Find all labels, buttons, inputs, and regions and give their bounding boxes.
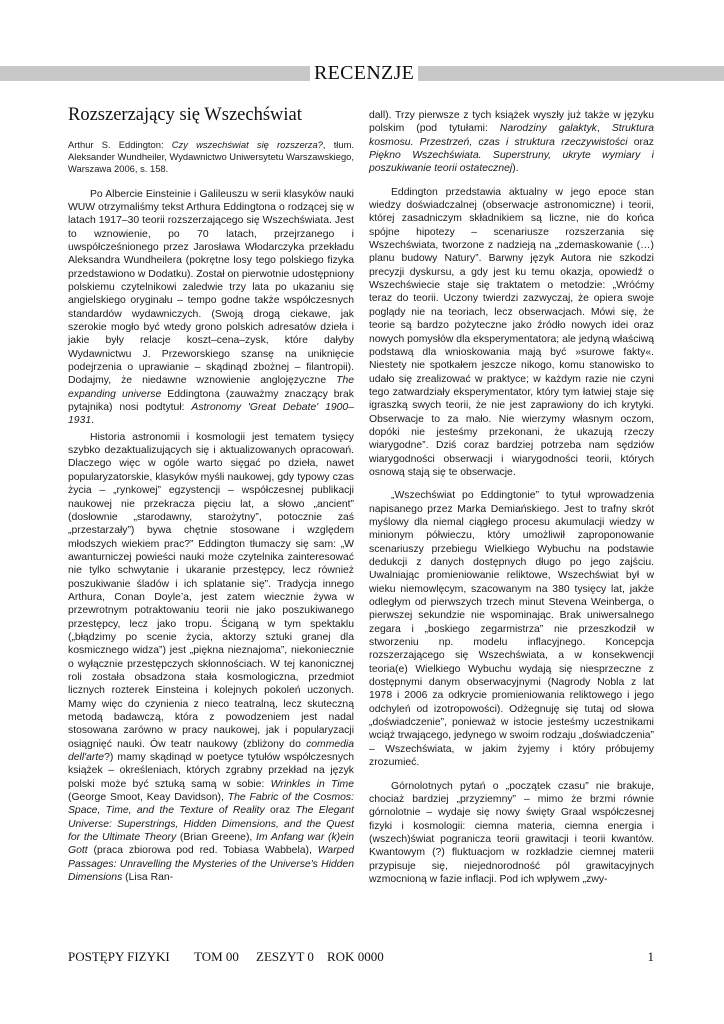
year: ROK 0000 (327, 949, 384, 964)
issue-number: ZESZYT 0 (256, 949, 314, 964)
citation-author: Arthur S. Eddington: (68, 139, 172, 150)
left-column (68, 104, 354, 884)
section-label: RECENZJE (310, 60, 418, 86)
paragraph: „Wszechświat po Eddingtonie” to tytuł wprowadzenia napisanego przez Marka Demiańskiego. Jest to trafny skrót myślowy dla niemal ciągłego procesu akumulacji wiedzy w minionym półwieczu, który umożliwił zaproponowanie scenariuszy przebiegu Wielkiego Wybuchu na podstawie dedukcji z danych dostępnych długo po jego zajściu. Uwalniając promieniowanie reliktowe, Wszechświat był w wieku niemowlęcym, szacowanym na 380 tysięcy lat, jakże odległym od pierwszych trzech minut Stevena Weinberga, o pierwszej sekundzie nie wspominając. Brak uniwersalnego zegara i „boskiego zegarmistrza” nie przeszkodził w stworzeniu np. modelu inflacyjnego. Koncepcja rozszerzającego się Wszechświata, a w konsekwencji teoria(e) Wielkiego Wybuchu wydają się niesprzeczne z dostępnymi danym obserwacyjnymi (Nagrody Nobla z lat 1978 i 2006 za odkrycie promieniowania reliktowego i jego odchyleń od izotropowości). Odżegnuję się tutaj od słowa „doświadczenie”, ponieważ w istocie jesteśmy uczestnikami wciąż trwającego, jedynego w swoim rodzaju „doświadczenia” – Wszechświata, w jakim żyjemy i który próbujemy zrozumieć. (369, 490, 654, 769)
citation-book-title: Czy wszechświat się rozszerza? (171, 139, 323, 150)
page-number: 1 (647, 949, 654, 964)
paragraph: Po Albercie Einsteinie i Galileuszu w serii klasyków nauki WUW otrzymaliśmy tekst Arthura Eddingtona o rodzącej się w latach 1917–30 teorii rozszerzającego się Wszechświata. Jest to wznowienie, po 70 latach, przejrzanego i uwspółcześnionego przez Jarosława Włodarczyka przekładu Aleksandra Wundheilera (pokrętne losy tego polskiego fizyka przedstawiono w Dodatku). Został on pierwotnie udostępniony polskiemu czytelnikowi zaledwie trzy lata po ukazaniu się angielskiego oryginału – tempo godne także współczesnych standardów wydawniczych. (Swoją drogą ciekawe, jak szerokie mogło być wtedy grono polskich adresatów dzieła i jakie były relacje koszt–cena–zysk, które dałyby Wydawnictwu J. Przeworskiego szansę na uniknięcie podejrzenia o uprawianie – skądinąd zbożnej – filantropii). Dodajmy, że niedawne wznowienie anglojęzyczne The expanding universe Eddingtona (zauważmy znaczący brak pytajnika) nosi podtytuł: Astronomy 'Great Debate' 1900–1931. (68, 188, 354, 427)
citation-details: , tłum. Aleksander Wundheiler, Wydawnictwo Uniwersytetu Warszawskiego, Warszawa 2006, s. 158. (68, 139, 355, 175)
article-title: Rozszerzający się Wszechświat (68, 105, 302, 125)
paragraph: dall). Trzy pierwsze z tych książek wyszły już także w języku polskim (pod tytułami: Narodziny galaktyk, Struktura kosmosu. Przestrzeń, czas i struktura rzeczywistości oraz Piękno Wszechświata. Superstruny, ukryte wymiary i poszukiwanie teorii ostatecznej). (369, 110, 654, 175)
paragraph: Górnolotnych pytań o „początek czasu” nie brakuje, chociaż bardziej „przyziemny” – mimo że brzmi równie górnolotnie – wydaje się nowy święty Graal współczesnej fizyki i kosmologii: ciemna materia, ciemna energia i (wszech)świat pogranicza teorii grawitacji i teorii kwantów. Kwantowym (?) fluktuacjom w rozkładzie ciemnej materii przypisuje się, niejednorodność pól grawitacyjnych wzmocnioną w fazie inflacji. Pod ich wpływem „zwy- (369, 780, 654, 885)
paragraph: Historia astronomii i kosmologii jest tematem tysięcy szybko dezaktualizujących się i aktualizowanych opracowań. Dlaczego więc w ogóle warto sięgać po dzieła, nawet popularyzatorskie, klasyków myśli naukowej, gdy typowy czas życia – „rynkowej” egzystencji – współczesnej publikacji naukowej nie przekracza pięciu lat, a słowo „ancient” (dosłownie „starodawny, starożytny”, potocznie zaś „przestarzały”) bywa chętnie stosowane i względem młodszych wiekiem prac?” Eddington tłumaczy się sam: „W awanturniczej powieści nauki może czytelnika zainteresować nie tylko schwytanie i ukaranie przestępcy, lecz również poszukiwanie śladów i ich splatanie się”. Tradycja innego Arthura, Conan Doyle’a, jest zatem wiecznie żywa w przewrotnym potraktowaniu teorii nie jako poszukiwanego przestępcy, lecz jako tropu. Ściganą w tym spektaklu („błądzimy po scenie życia, aktorzy sztuki granej dla kosmicznego widza”) jest „piękna nieznajoma”, niekoniecznie o wyłącznie przestępczych skłonnościach. W tej kanonicznej roli została obsadzona stała kosmologiczna, przedmiot licznych rozterek Einsteina i kolejnych pokoleń uczonych. Mamy więc do czynienia z nieco teatralną, lecz skuteczną metodą badawczą, która z powodzeniem jest nadal stosowana zarówno w pracy naukowej, jak i popularyzacji osiągnięć nauki. Ów teatr naukowy (zbliżony do commedia dell'arte?) mamy skądinąd w poetyce tytułów współczesnych książek – określeniach, których zgrabny przekład na język polski może być sztuką samą w sobie: Wrinkles in Time (George Smoot, Keay Davidson), The Fabric of the Cosmos: Space, Time, and the Texture of Reality oraz The Elegant Universe: Superstrings, Hidden Dimensions, and the Quest for the Ultimate Theory (Brian Greene), Im Anfang war (k)ein Gott (praca zbiorowa pod red. Tobiasa Wabbela), Warped Passages: Unravelling the Mysteries of the Universe's Hidden Dimensions (Lisa Ran- (68, 431, 354, 884)
paragraph: Eddington przedstawia aktualny w jego epoce stan wiedzy doświadczalnej (obserwacje astronomiczne) i teorii, której zasadniczym składnikiem są liczne, nie do końca spójne hipotezy – scenariusze rozszerzania się Wszechświata, tworzone z nadzieją na „zdemaskowanie (…) planu budowy Natury”. Barwny język Autora nie szkodzi precyzji dyskursu, a gdy jest ku temu okazja, opowiedź o Wszechświecie staje się traktatem o metodzie: „Wróćmy teraz do teorii. Uczony twierdzi zazwyczaj, że opiera swoje poglądy nie na teoriach, lecz obserwacjach. Mówi się, że teorie są bardzo pożyteczne jako źródło nowych idei oraz nowych pomysłów dla eksperymentatora; ale jedyną właściwą podstawą dla wnioskowania mają być »surowe fakty«. Niestety nie spotkałem jeszcze nikogo, komu stanowisko to udało się zrealizować w praktyce; w każdym razie nie czyni tego zatwardziały eksperymentator, który tym łatwiej staje się igraszką swych teorii, że nie jest zaprawiony do ich krytyki. Obserwacje to za mało. Nie wierzymy własnym oczom, dopóki nie jesteśmy przekonani, że ukazują rzeczy wiarygodne”. Dziś coraz bardziej potrzeba nam sędziów wiarygodności obserwacji i wiarygodności teorii, których osnową stają się te obserwacje. (369, 186, 654, 478)
volume-number: TOM 00 (194, 949, 239, 964)
citation (68, 139, 354, 176)
right-column (369, 109, 654, 886)
journal-name: POSTĘPY FIZYKI (68, 949, 170, 964)
page-footer (68, 949, 654, 965)
